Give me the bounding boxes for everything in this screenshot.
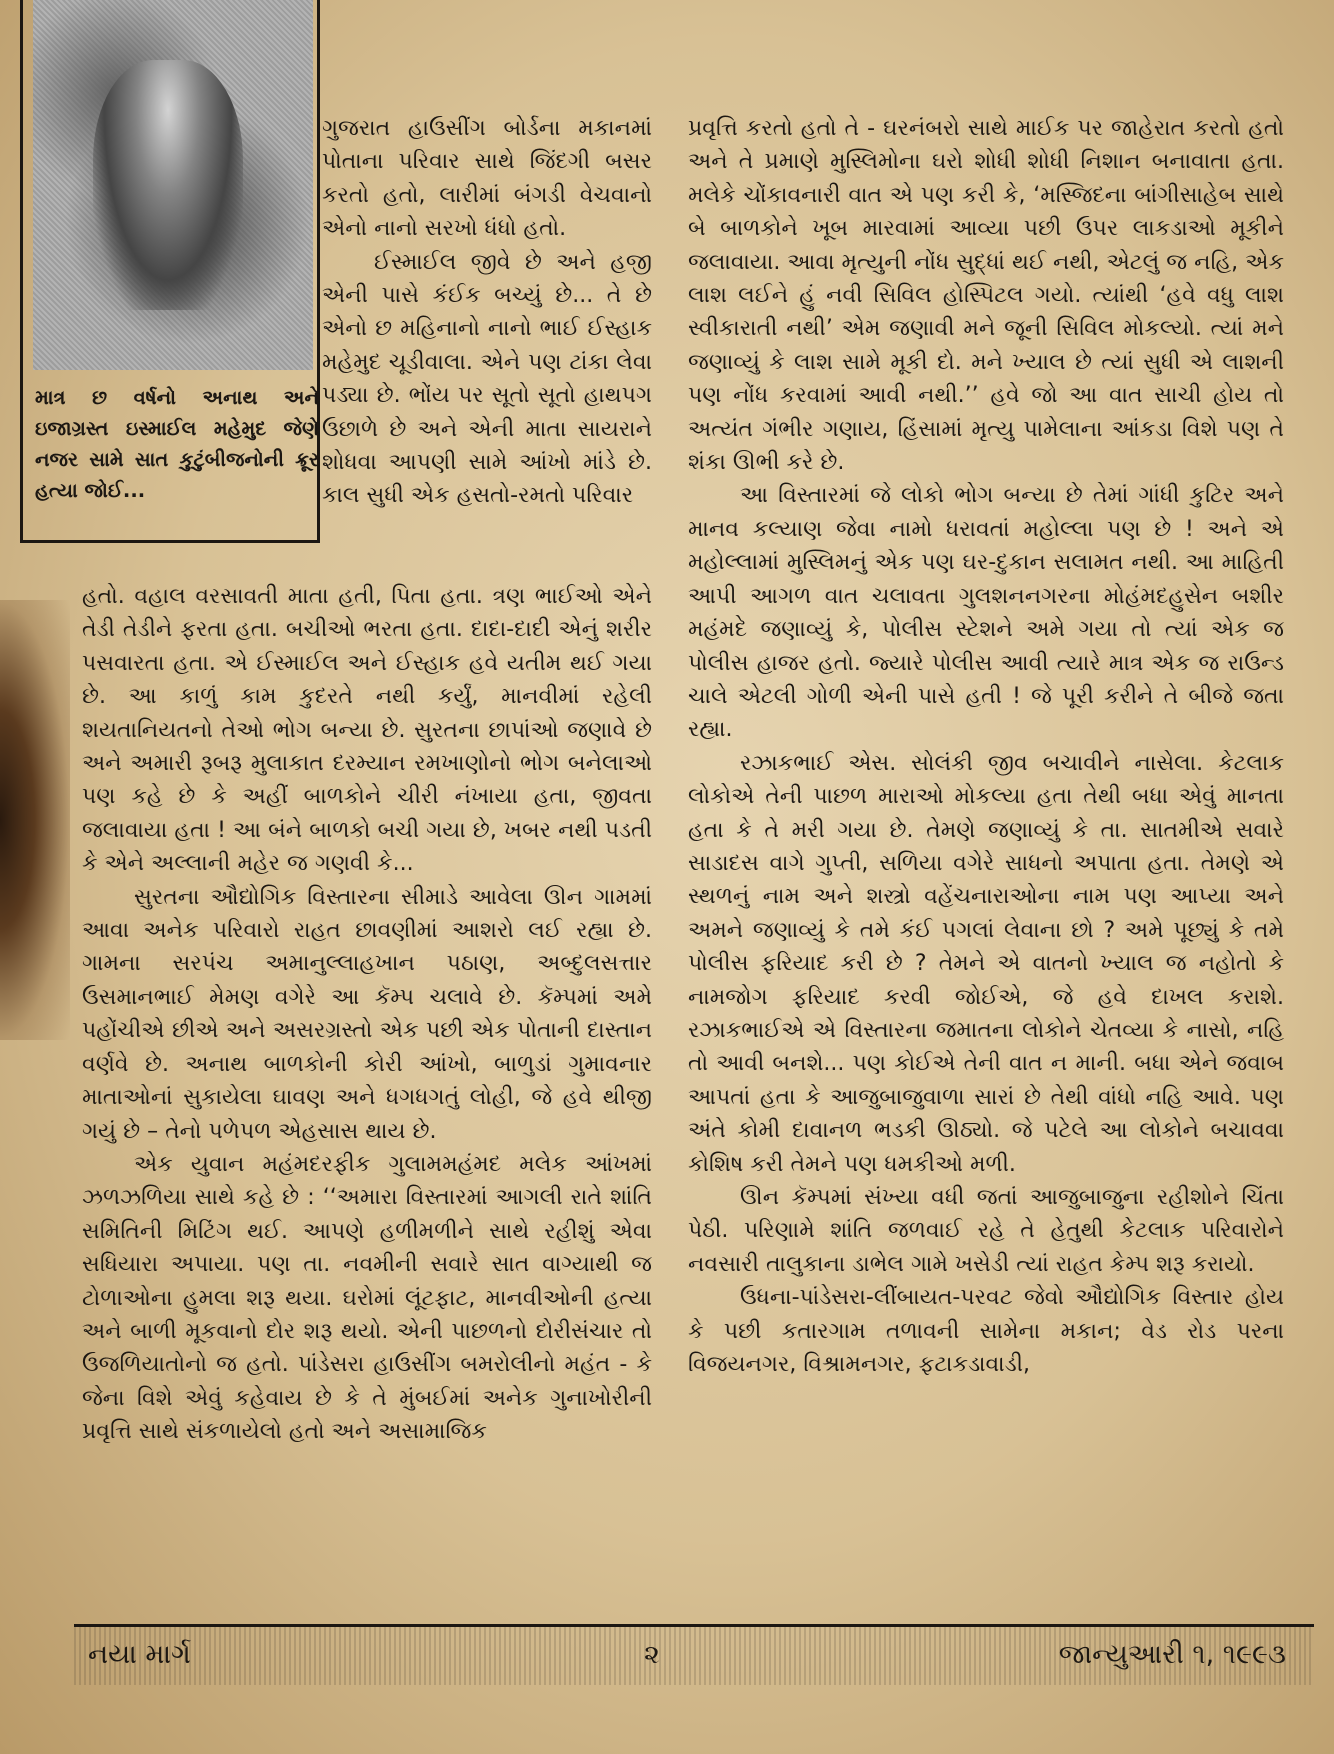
paragraph: ઈસ્માઈલ જીવે છે અને હજી એની પાસે કંઈક બચ્યું છે... તે છે એનો છ મહિનાનો નાનો ભાઈ ઈસ્હાક મહેમુદ ચૂડીવાલા. એને પણ ટાંકા લેવા પડ્યા છે. ભોંય પર સૂતો સૂતો હાથપગ ઉછાળે છે અને એની માતા સાયરાને શોધવા આપણી સામે આંખો માંડે છે. કાલ સુધી એક હસતો-રમતો પરિવાર bbox=[322, 249, 652, 509]
column-right bbox=[688, 112, 1284, 1381]
magazine-name: નયા માર્ગ bbox=[88, 1639, 191, 1670]
paragraph: પ્રવૃત્તિ કરતો હતો તે - ઘરનંબરો સાથે માઈક પર જાહેરાત કરતો હતો અને તે પ્રમાણે મુસ્લિમોના ઘરો શોધી શોધી નિશાન બનાવાતા હતા. મલેકે ચોંકાવનારી વાત એ પણ કરી કે, ‘મસ્જિદના બાંગીસાહેબ સાથે બે બાળકોને ખૂબ મારવામાં આવ્યા પછી ઉપર લાકડાઓ મૂકીને જલાવાયા. આવા મૃત્યુની નોંધ સુદ્ધાં થઈ નથી, એટલું જ નહિ, એક લાશ લઈને હું નવી સિવિલ હોસ્પિટલ ગયો. ત્યાંથી ‘હવે વધુ લાશ સ્વીકારાતી નથી’ એમ જણાવી મને જૂની સિવિલ મોકલ્યો. ત્યાં મને જણાવ્યું કે લાશ સામે મૂકી દો. મને ખ્યાલ છે ત્યાં સુધી એ લાશની પણ નોંધ કરવામાં આવી નથી.’’ હવે જો આ વાત સાચી હોય તો અત્યંત ગંભીર ગણાય, હિંસામાં મૃત્યુ પામેલાના આંકડા વિશે પણ તે શંકા ઊભી કરે છે. bbox=[688, 116, 1284, 476]
paragraph: ઉધના-પાંડેસરા-લીંબાયત-પરવટ જેવો ઔદ્યોગિક વિસ્તાર હોય કે પછી કતારગામ તળાવની સામેના મકાન; વેડ રોડ પરના વિજયનગર, વિશ્રામનગર, ફટાકડાવાડી, bbox=[688, 1285, 1284, 1378]
column-left bbox=[82, 580, 652, 1449]
paragraph: હતો. વહાલ વરસાવતી માતા હતી, પિતા હતા. ત્રણ ભાઈઓ એને તેડી તેડીને ફરતા હતા. બચીઓ ભરતા હતા. દાદા-દાદી એનું શરીર પસવારતા હતા. એ ઈસ્માઈલ અને ઈસ્હાક હવે યતીમ થઈ ગયા છે. આ કાળું કામ કુદરતે નથી કર્યું, માનવીમાં રહેલી શયતાનિયતનો તેઓ ભોગ બન્યા છે. સુરતના છાપાંઓ જણાવે છે અને અમારી રૂબરૂ મુલાકાત દરમ્યાન રમખાણોનો ભોગ બનેલાઓ પણ કહે છે કે અહીં બાળકોને ચીરી નંખાયા હતા, જીવતા જલાવાયા હતા ! આ બંને બાળકો બચી ગયા છે, ખબર નથી પડતી કે એને અલ્લાની મહેર જ ગણવી કે... bbox=[82, 584, 652, 877]
paragraph: સુરતના ઔદ્યોગિક વિસ્તારના સીમાડે આવેલા ઊન ગામમાં આવા અનેક પરિવારો રાહત છાવણીમાં આશરો લઈ રહ્યા છે. ગામના સરપંચ અમાનુલ્લાહખાન પઠાણ, અબ્દુલસત્તાર ઉસમાનભાઈ મેમણ વગેરે આ કૅમ્પ ચલાવે છે. કૅમ્પમાં અમે પહોંચીએ છીએ અને અસરગ્રસ્તો એક પછી એક પોતાની દાસ્તાન વર્ણવે છે. અનાથ બાળકોની કોરી આંખો, બાળુડાં ગુમાવનાર માતાઓનાં સુકાયેલા ઘાવણ અને ધગધગતું લોહી, જે હવે થીજી ગયું છે – તેનો પળેપળ એહસાસ થાય છે. bbox=[82, 884, 652, 1144]
page-number: ૨ bbox=[644, 1639, 660, 1670]
photo-caption: માત્ર છ વર્ષનો અનાથ અને ઇજાગ્રસ્ત ઇસ્માઈલ મહેમુદ જેણે નજર સામે સાત કુટુંબીજનોની ક્રૂર હત્યા જોઈ... bbox=[35, 386, 319, 502]
issue-date: જાન્યુઆરી ૧, ૧૯૯૩ bbox=[1058, 1639, 1286, 1670]
burn-mark bbox=[0, 600, 70, 1040]
paragraph: રઝાકભાઈ એસ. સોલંકી જીવ બચાવીને નાસેલા. કેટલાક લોકોએ તેની પાછળ મારાઓ મોકલ્યા હતા તેથી બધા એવું માનતા હતા કે તે મરી ગયા છે. તેમણે જણાવ્યું કે તા. સાતમીએ સવારે સાડાદસ વાગે ગુપ્તી, સળિયા વગેરે સાધનો અપાતા હતા. તેમણે એ સ્થળનું નામ અને શસ્ત્રો વહેંચનારાઓના નામ પણ આપ્યા અને અમને જણાવ્યું કે તમે કંઈ પગલાં લેવાના છો ? અમે પૂછ્યું કે તમે પોલીસ ફરિયાદ કરી છે ? તેમને એ વાતનો ખ્યાલ જ નહોતો કે નામજોગ ફરિયાદ કરવી જોઈએ, જે હવે દાખલ કરાશે. રઝાકભાઈએ એ વિસ્તારના જમાતના લોકોને ચેતવ્યા કે નાસો, નહિ તો આવી બનશે... પણ કોઈએ તેની વાત ન માની. બધા એને જવાબ આપતાં હતા કે આજુબાજુવાળા સારાં છે તેથી વાંધો નહિ આવે. પણ અંતે કોમી દાવાનળ ભડકી ઊઠ્યો. જે પટેલે આ લોકોને બચાવવા કોશિષ કરી તેમને પણ ધમકીઓ મળી. bbox=[688, 750, 1284, 1177]
child-figure bbox=[93, 60, 243, 310]
paragraph: ગુજરાત હાઉસીંગ બોર્ડના મકાનમાં પોતાના પરિવાર સાથે જિંદગી બસર કરતો હતો, લારીમાં બંગડી વેચવાનો એનો નાનો સરખો ધંધો હતો. bbox=[322, 116, 652, 242]
column-top-middle bbox=[322, 112, 652, 513]
paragraph: ઊન કૅમ્પમાં સંખ્યા વધી જતાં આજુબાજુના રહીશોને ચિંતા પેઠી. પરિણામે શાંતિ જળવાઈ રહે તે હેતુથી કેટલાક પરિવારોને નવસારી તાલુકાના ડાભેલ ગામે ખસેડી ત્યાં રાહત કેમ્પ શરૂ કરાયો. bbox=[688, 1185, 1284, 1277]
paragraph: એક યુવાન મહંમદરફીક ગુલામમહંમદ મલેક આંખમાં ઝળઝળિયા સાથે કહે છે : ‘‘અમારા વિસ્તારમાં આગલી રાતે શાંતિ સમિતિની મિટિંગ થઈ. આપણે હળીમળીને સાથે રહીશું એવા સધિયારા અપાયા. પણ તા. નવમીની સવારે સાત વાગ્યાથી જ ટોળાઓના હુમલા શરૂ થયા. ઘરોમાં લૂંટફાટ, માનવીઓની હત્યા અને બાળી મૂકવાનો દોર શરૂ થયો. એની પાછળનો દોરીસંચાર તો ઉજળિયાતોનો જ હતો. પાંડેસરા હાઉસીંગ બમરોલીનો મહંત - કે જેના વિશે એવું કહેવાય છે કે તે મુંબઈમાં અનેક ગુનાખોરીની પ્રવૃત્તિ સાથે સંકળાયેલો હતો અને અસામાજિક bbox=[82, 1151, 652, 1445]
child-photo bbox=[33, 0, 313, 370]
paragraph: આ વિસ્તારમાં જે લોકો ભોગ બન્યા છે તેમાં ગાંધી કુટિર અને માનવ કલ્યાણ જેવા નામો ધરાવતાં મહોલ્લા પણ છે ! અને એ મહોલ્લામાં મુસ્લિમનું એક પણ ઘર-દુકાન સલામત નથી. આ માહિતી આપી આગળ વાત ચલાવતા ગુલશનનગરના મોહંમદહુસેન બશીર મહંમદે જણાવ્યું કે, પોલીસ સ્ટેશને અમે ગયા તો ત્યાં એક જ પોલીસ હાજર હતો. જ્યારે પોલીસ આવી ત્યારે માત્ર એક જ રાઉન્ડ ચાલે એટલી ગોળી એની પાસે હતી ! જે પૂરી કરીને તે બીજે જતા રહ્યા. bbox=[688, 483, 1284, 743]
photo-box bbox=[20, 0, 320, 543]
page-footer bbox=[74, 1624, 1314, 1685]
